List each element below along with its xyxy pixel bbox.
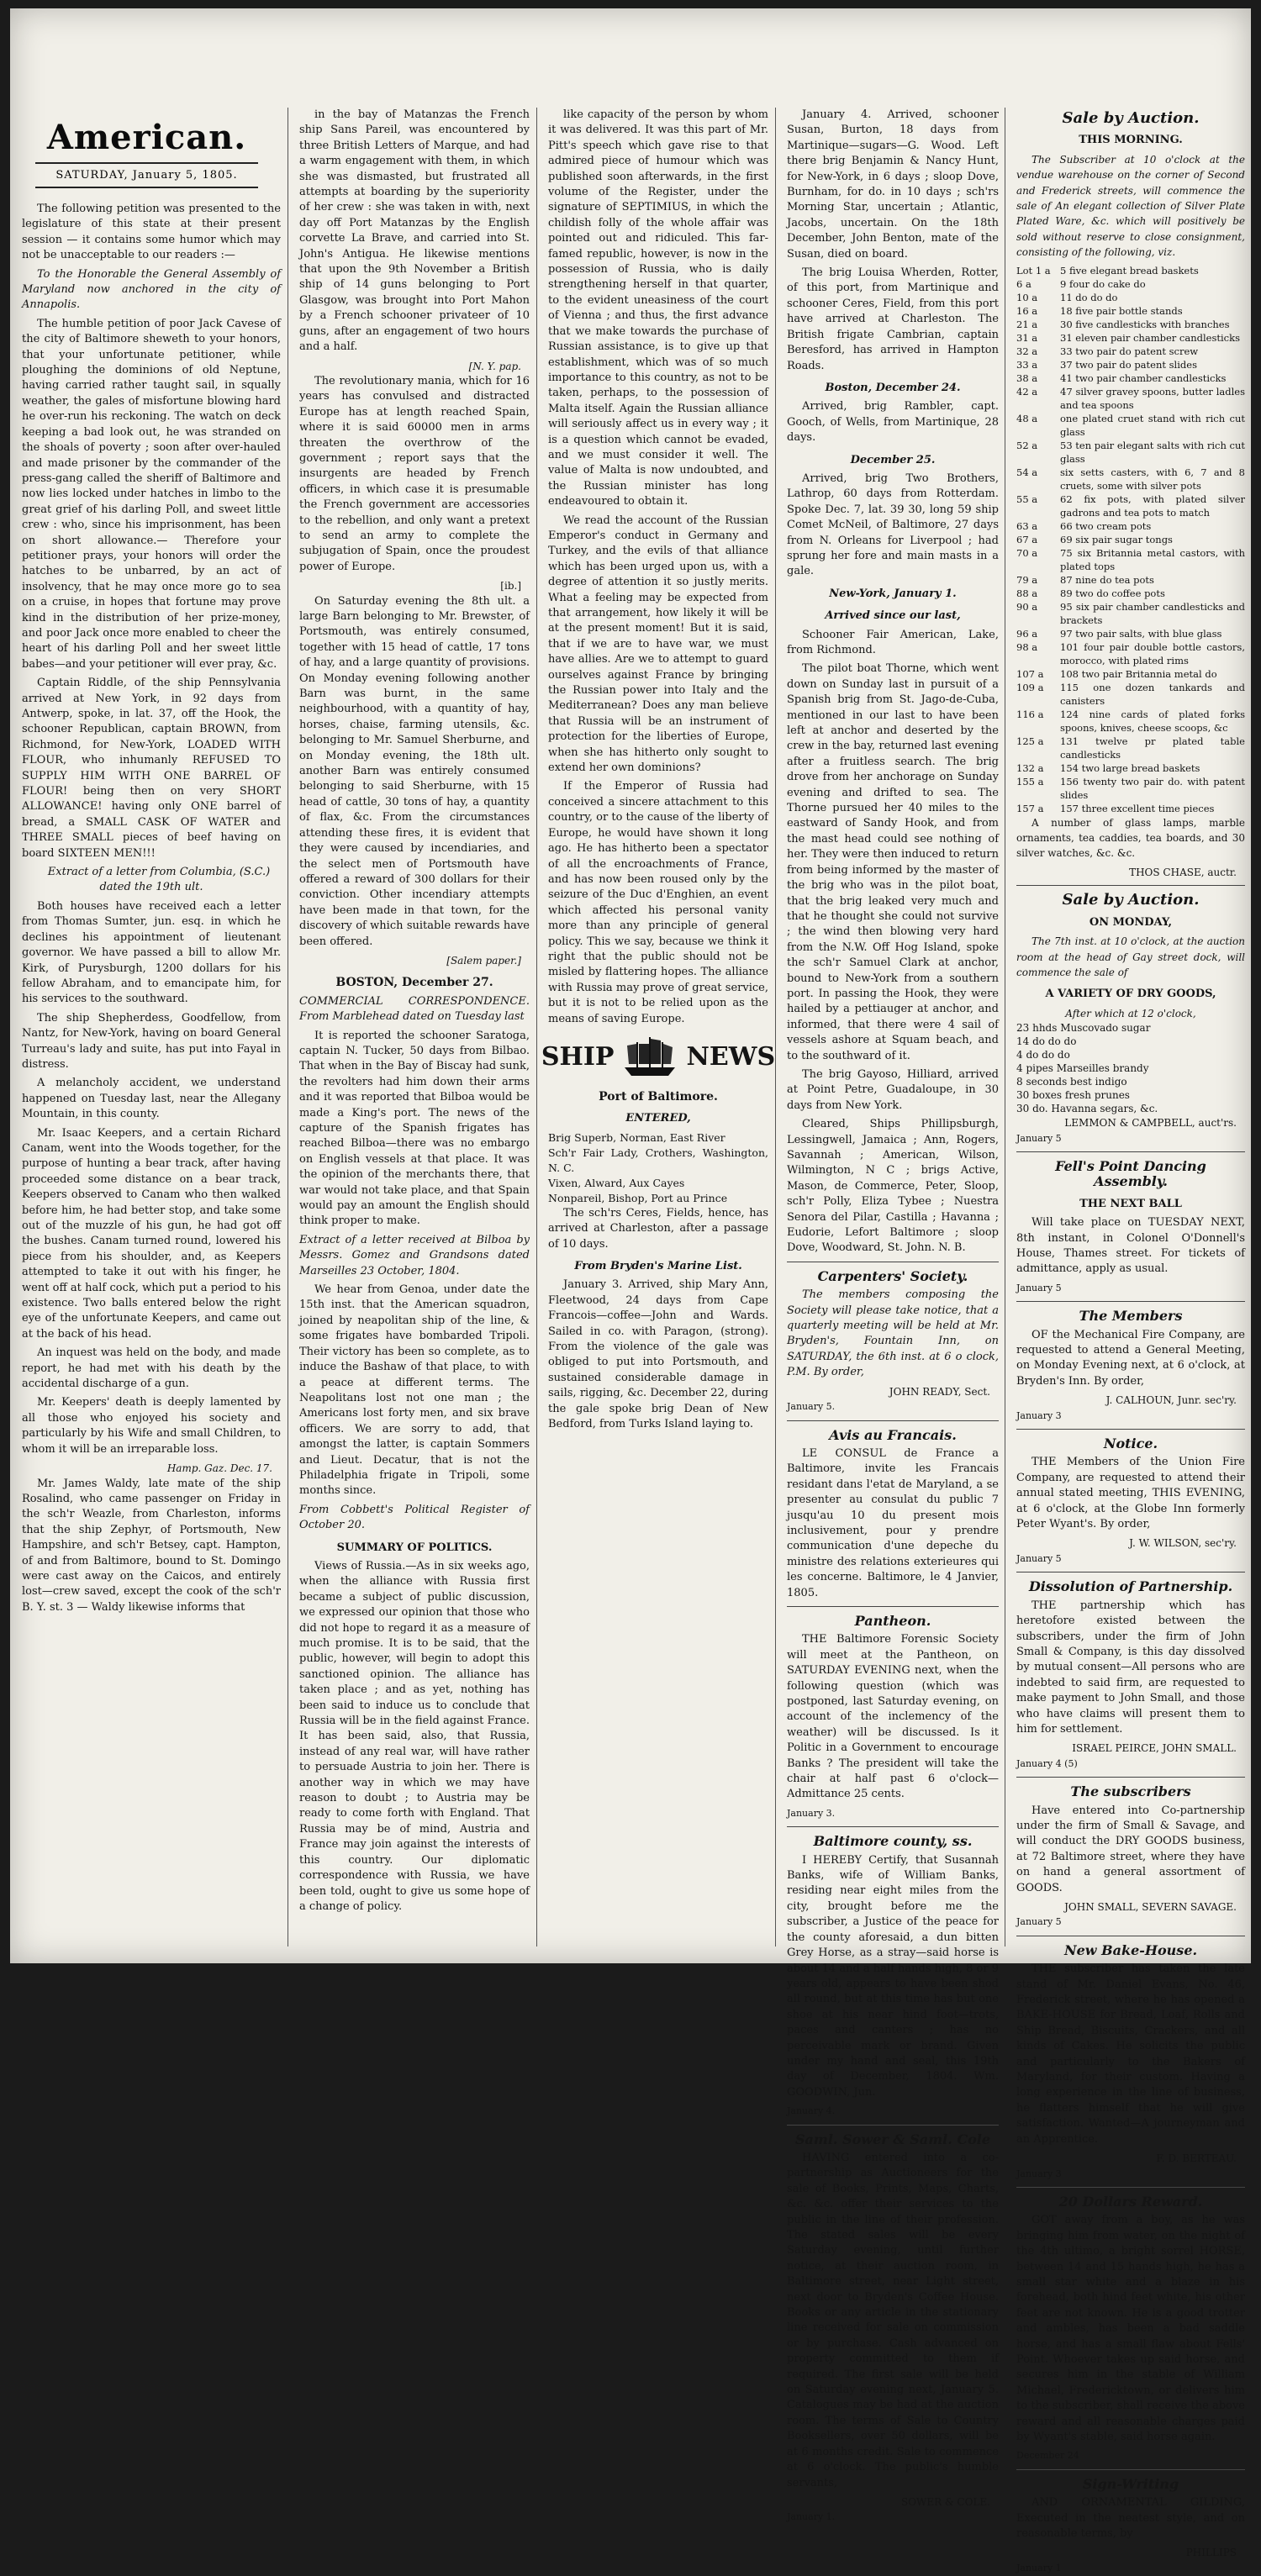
lot-description: 66 two cream pots: [1060, 519, 1152, 532]
boston-dateline: BOSTON, December 27.: [335, 976, 493, 990]
ship-news-right: NEWS: [686, 1041, 776, 1072]
column-5: [1010, 108, 1252, 2573]
lot-number: 55 a: [1016, 493, 1038, 505]
lot-row: [1016, 681, 1245, 708]
lot-description: 5 five elegant bread baskets: [1060, 264, 1199, 277]
column-1: [15, 202, 288, 1952]
ad-date: January 5.: [787, 1401, 836, 1413]
col4-p3: Arrived, brig Rambler, capt. Gooch, of Wells, from Martinique, 28 days.: [787, 400, 999, 445]
lot-description: 89 two do coffee pots: [1060, 587, 1165, 599]
ad-date: December 24: [1016, 2450, 1079, 2462]
lot-number: 109 a: [1016, 681, 1044, 693]
ad-date: January 4 (5): [1016, 1757, 1078, 1769]
column-4: [780, 108, 1005, 2523]
lot-description: 154 two large bread baskets: [1060, 761, 1200, 774]
ship-news-left: SHIP: [541, 1041, 615, 1072]
dec25-dateline: December 25.: [850, 453, 936, 466]
entry-list: [548, 1130, 768, 1206]
ad-members: [1016, 1301, 1245, 1424]
ad-title: Sale by Auction.: [1062, 891, 1200, 909]
lot-row: [1016, 385, 1245, 412]
col2-p5: We hear from Genoa, under date the 15th inst. that the American squadron, joined by neapolitan ship of the line, & some frigates have bombarded Tripoli. Their victory has been so complete, as to induce the Bashaw of that place, to with a peace at different terms. The Neapolitans lost not one man ; the Americans lost forty men, and six brave officers. We are sorry to add, that amongst the latter, is captain Sommers and Lieut. Decatur, that is not the Philadelphia frigate in Tripoli, some months since.: [299, 1283, 530, 1498]
ad-body: HAVING entered into a co-partnership as Auctioneers for the sale of Books, Prints, Maps, Charts, &c. &c. offer their services to the public in the line of their profession. The stated sales will be every Saturday evening, until further notice, at their auction room, in Baltimore street, near Light street, next door to Bryden's Coffee House. Books or any article in the stationary line received for sale on commission or by purchase. Cash advanced on property committed to them if required. The first sale will be held on Saturday evening next, January 5. Catalogues may be had at the auction room. The terms of Sale to Country Booksellers, over 50 dollars, will be at 6 months credit. Sale to commence at 6 o'clock. The public's humble servants,: [787, 2151, 999, 2489]
lot-row: [1016, 466, 1245, 493]
column-3: [541, 108, 775, 1952]
ad-signature: J. W. WILSON, sec'ry.: [1129, 1537, 1237, 1550]
lot-description: 11 do do do: [1060, 291, 1118, 303]
sale-signature: THOS CHASE, auctr.: [1129, 866, 1237, 878]
col3-p2: We read the account of the Russian Emperor's conduct in Germany and Turkey, and the evils of that alliance which has been urged upon us, with a degree of attention it so justly merits. What a feeling may be expected from that arrangement, how likely it will be at the present moment! But it is said, that if we are to have war, we must have allies. Are we to attempt to guard ourselves against France by bringing the Russian power into Italy and the Mediterranean? Does any man believe that Russia will be an instrument of protection for the liberties of Europe, when she has hitherto only sought to extend her own dominions?: [548, 514, 768, 775]
col2-p3-source: [Salem paper.]: [446, 954, 521, 967]
ship-icon: [620, 1032, 679, 1083]
ad-date: January 1.: [787, 2511, 836, 2523]
lot-description: one plated cruet stand with rich cut glass: [1060, 412, 1245, 438]
ad-date: January 3: [1016, 2168, 1062, 2179]
lot-number: 42 a: [1016, 385, 1038, 398]
ad-title: 20 Dollars Reward.: [1058, 2193, 1203, 2210]
ad-date: January 5: [1016, 1282, 1062, 1293]
ad-date: January 5: [1016, 1132, 1062, 1144]
extract-body: Both houses have received each a letter from Thomas Sumter, jun. esq. in which he declines his appointment of lieutenant governor. We have passed a bill to allow Mr. Kirk, of Purysburgh, 1200 dollars for his fellow Abraham, and to emancipate him, for his services to the southward.: [22, 899, 281, 1006]
list-item: Brig Superb, Norman, East River: [548, 1130, 725, 1144]
col4-p4: Arrived, brig Two Brothers, Lathrop, 60 days from Rotterdam. Spoke Dec. 7, lat. 39 30, long 59 ship Comet McNeil, of Baltimore, 27 days from N. Orleans for Liverpool ; had sprung her fore and main masts in a gale.: [787, 471, 999, 578]
lot-row: [1016, 761, 1245, 775]
ad-title: Notice.: [1103, 1436, 1158, 1452]
col2-p2: The revolutionary mania, which for 16 years has convulsed and distracted Europe has at length reached Spain, where it is said 60000 men in arms threaten the overthrow of the government ; report says that the insurgents are headed by French officers, in which case it is presumable the French government are accessories to the rebellion, and only want a pretext to send an army to complete the subjugation of Spain, once the proudest power of Europe.: [299, 374, 530, 573]
ad-title: Avis au Francais.: [829, 1426, 957, 1443]
lot-row: [1016, 667, 1245, 681]
lot-description: 47 silver gravey spoons, butter ladles and tea spoons: [1060, 385, 1245, 411]
ad-subscribers: [1016, 1777, 1245, 1931]
inquest-article: An inquest was held on the body, and made report, he had met with his death by the accidental discharge of a gun.: [22, 1346, 281, 1391]
lot-number: 125 a: [1016, 735, 1044, 747]
ad-sign-writing: [1016, 2469, 1245, 2576]
ad-body: Will take place on TUESDAY NEXT, 8th instant, in Colonel O'Donnell's House, Thames street. For tickets of admittance, apply as usual.: [1016, 1216, 1245, 1276]
petition-address: To the Honorable the General Assembly of Maryland now anchored in the city of Annapolis.: [22, 267, 281, 312]
lot-number: 63 a: [1016, 519, 1038, 532]
col2-p1: in the bay of Matanzas the French ship Sans Pareil, was encountered by three British Letters of Marque, and had a warm engagement with them, in which she was dismasted, but frustrated all attempts at boarding by the superiority of her crew : she was taken in with, next day off Port Matanzas by the English corvette La Brave, and carried into St. John's Antigua. He likewise mentions that upon the 9th November a British ship of 14 guns belonging to Port Glasgow, was brought into Port Mahon by a French schooner privateer of 10 guns, after an engagement of two hours and a half.: [299, 108, 530, 354]
ad-date: January 1: [1016, 2562, 1062, 2573]
list-item: 8 seconds best indigo: [1016, 1076, 1127, 1088]
lot-description: 157 three excellent time pieces: [1060, 802, 1215, 814]
newspaper-title: American.: [46, 118, 247, 157]
lot-number: 157 a: [1016, 802, 1044, 814]
col2-p5-source: From Cobbett's Political Register of October 20.: [299, 1503, 530, 1532]
lot-number: Lot 1 a: [1016, 264, 1051, 277]
extract-heading: Extract of a letter from Columbia, (S.C.) dated the 19th ult.: [47, 866, 271, 894]
col3-p3: If the Emperor of Russia had conceived a sincere attachment to this country, or to the cause of the liberty of Europe, he would have shown it long ago. He has hitherto been a spectator of all the encroachments of France, and has now been roused only by the seizure of the Duc d'Enghien, an event which affected his personal vanity more than any principle of general policy. This we say, because we think it right that the public should not be misled by flattering hopes. The alliance with Russia may prove of great service, but it is not to be relied upon as the means of saving Europe.: [548, 780, 768, 1025]
ad-intro: The 7th inst. at 10 o'clock, at the auction room at the head of Gay street dock, will commence the sale of: [1016, 935, 1245, 978]
lot-number: 31 a: [1016, 331, 1038, 344]
ad-signature: LEMMON & CAMPBELL, auct'rs.: [1064, 1117, 1237, 1130]
lot-number: 70 a: [1016, 546, 1038, 559]
ad-avis: [787, 1420, 999, 1601]
col4-p6: The pilot boat Thorne, which went down on Sunday last in pursuit of a Spanish brig from St. Jago-de-Cuba, mentioned in our last to have been left at anchor and deserted by the crew in the bay, returned last evening after a fruitless search. The brig drove from her anchorage on Sunday evening and drifted to sea. The Thorne pursued her 40 miles to the eastward of Sandy Hook, and from the mast head could see nothing of her. They were then induced to return from being informed by the master of the brig who was in the pilot boat, that the brig leaked very much and that he thought she could not survive ; the wind then blowing very hard from the N.W. Off Hog Island, spoke the sch'r Samuel Clark at anchor, bound to New-York from a southern port. In passing the Hook, they were hailed by a pettiauger at anchor, and informed, that there were 4 sail of vessels ashore at Squam beach, and to the southward of it.: [787, 662, 999, 1062]
col2-p6: Views of Russia.—As in six weeks ago, when the alliance with Russia first became a subject of public discussion, we expressed our opinion that those who did not hope to regard it as a measure of much promise. It is to be said, that the public, however, will begin to adopt this sanctioned opinion. The alliance has taken place ; and as yet, nothing has been said to induce us to conclude that Russia will be in the field against France. It has been said, also, that Russia, instead of any real war, will have rather to persuade Austria to join her. There is another way in which we may have reason to doubt ; to Austria may be ready to come forth with England. That Russia may be of mind, Austria and France may join against the interests of this country. Our diplomatic correspondence with Russia, we have been told, ought to give us some hope of a change of policy.: [299, 1559, 530, 1913]
ad-title: Sign-Writing: [1082, 2475, 1179, 2492]
death-article: Mr. Keepers' death is deeply lamented by all those who enjoyed his society and particularly by his Wife and small Children, to whom it will be an irreparable loss.: [22, 1396, 281, 1456]
lot-number: 96 a: [1016, 627, 1038, 640]
ship-news-banner: [541, 1032, 776, 1083]
ad-title: Dissolution of Partnership.: [1028, 1578, 1233, 1595]
col4-p1: January 4. Arrived, schooner Susan, Burton, 18 days from Martinique—sugars—G. Wood. Left there brig Benjamin & Nancy Hunt, for New-York, in 6 days ; sloop Dove, Burnham, for do. in 10 days ; sch'rs Morning Star, uncertain ; Atlantic, Jacobs, uncertain. On the 18th December, John Benton, mate of the Susan, died on board.: [787, 108, 999, 261]
ad-dissolution: [1016, 1572, 1245, 1772]
lot-row: [1016, 277, 1245, 291]
title-rule: [35, 187, 258, 188]
list-item: 4 do do do: [1016, 1049, 1070, 1061]
col3-p4: The sch'rs Ceres, Fields, hence, has arrived at Charleston, after a passage of 10 days.: [548, 1206, 768, 1251]
ad-sower-cole: [787, 2125, 999, 2526]
ad-body: GOT away from a boy, as he was bringing him from water, on the night of the 4th ultimo, a bright sorrel HORSE, between 14 and 15 hands high, he has a small star white and a blaze in his forehead, both hind feet white, his other feet are not known. He is a good trotter and ambles, has been a bad saddle horse, and has a small flaw about Fells' Point. Whoever takes up said horse, and secures him in the stable of William Michael, Fredericktown, or delivers him to the subscriber, shall receive the above reward and all reasonable charges paid by Wyant's stable, said horse again.: [1016, 2214, 1245, 2443]
ad-carpenters: [787, 1262, 999, 1415]
lot-number: 132 a: [1016, 761, 1044, 774]
lot-row: [1016, 493, 1245, 519]
title-rule: [35, 162, 258, 164]
death-signature: Hamp. Gaz. Dec. 17.: [166, 1462, 272, 1475]
lot-row: [1016, 802, 1245, 815]
lot-description: 108 two pair Britannia metal do: [1060, 667, 1217, 680]
column-2: [293, 108, 536, 1952]
ad-sale-2: [1016, 885, 1245, 1146]
lot-number: 116 a: [1016, 708, 1044, 720]
sale-lots: [1016, 264, 1245, 815]
keepers-article: Mr. Isaac Keepers, and a certain Richard Canam, went into the Woods together, for the purpose of hunting a bear track, after having proceeded some distance on a bear track, Keepers observed to Canam who then walked before him, he had better stop, and take some out of the muzzle of his gun, he had got off the bushes. Canam turned round, lowered his piece from his shoulder, and, as Keepers attempted to take it out with his finger, he went off at half cock, which put a period to his existence. Two balls entered below the right eye of the unfortunate Keepers, and came out at the back of his head.: [22, 1126, 281, 1341]
boston2-dateline: Boston, December 24.: [825, 381, 961, 394]
col4-p5: Schooner Fair American, Lake, from Richmond.: [787, 628, 999, 656]
column-rule: [536, 108, 537, 1946]
col2-p2-source: [ib.]: [500, 580, 521, 593]
ny-dateline: New-York, January 1.: [829, 587, 957, 600]
petition-intro: The following petition was presented to the legislature of this state at their present session — it contains some humor which may not be unacceptable to our readers :—: [22, 203, 281, 262]
col3-p1: like capacity of the person by whom it was delivered. It was this part of Mr. Pitt's speech which gave rise to that admired piece of humour which was published soon afterwards, in the first volume of the Register, under the signature of SEPTIMIUS, in which the childish folly of the whole affair was pointed out and ridiculed. This far-famed republic, however, is now in the possession of Russia, who is daily strengthening herself in that quarter, to the evident uneasiness of the court of Vienna ; and thus, the first advance that we make towards the purchase of Russian assistance, is to give up that establishment, which was of so much importance to this country, as not to be taken, perhaps, to the possession of Malta itself. Again the Russian alliance will seriously affect us in every way ; it is a question which cannot be evaded, and we must consider it well. The value of Malta is now undoubted, and the Russian minister has long endeavoured to obtain it.: [548, 108, 768, 508]
lot-description: 156 twenty two pair do. with patent slides: [1060, 775, 1245, 801]
ad-signature: ISRAEL PEIRCE, JOHN SMALL.: [1072, 1742, 1237, 1755]
lot-row: [1016, 371, 1245, 385]
lot-number: 21 a: [1016, 318, 1038, 330]
col4-p7: The brig Gayoso, Hilliard, arrived at Point Petre, Guadaloupe, in 30 days from New York.: [787, 1067, 999, 1112]
column-rule: [775, 108, 776, 1946]
boston-subhead: COMMERCIAL CORRESPONDENCE. From Marblehead dated on Tuesday last: [299, 994, 530, 1024]
ad-signature: SOWER & COLE.: [900, 2495, 990, 2508]
ad-fells-point: [1016, 1151, 1245, 1296]
ad-pantheon: [787, 1606, 999, 1821]
ad-body: OF the Mechanical Fire Company, are requested to attend a General Meeting, on Monday Evening next, at 6 o'clock, at Bryden's Inn. By order,: [1016, 1328, 1245, 1388]
lot-number: 155 a: [1016, 775, 1044, 788]
port-heading: Port of Baltimore.: [599, 1089, 718, 1104]
lot-description: 18 five pair bottle stands: [1060, 304, 1183, 317]
lot-row: [1016, 412, 1245, 439]
ad-body: AND ORNAMENTAL GILDING, Executed in the neatest style, and on reasonable terms, by: [1016, 2496, 1245, 2541]
lot-row: [1016, 546, 1245, 573]
ad-body: Have entered into Co-partnership under the firm of Small & Savage, and will conduct the DRY GOODS business, at 72 Baltimore street, where they have on hand a general assortment of GOODS.: [1016, 1804, 1245, 1894]
ad-date: January 4.: [787, 2105, 836, 2117]
ad-items: [1016, 1021, 1245, 1115]
ad-signature: J. CALHOUN, Junr. sec'ry.: [1105, 1394, 1237, 1407]
col2-p1-source: [N. Y. pap.: [468, 360, 521, 372]
lot-description: 87 nine do tea pots: [1060, 573, 1154, 586]
lot-row: [1016, 735, 1245, 761]
lot-number: 6 a: [1016, 277, 1031, 290]
arrived-heading: Arrived since our last,: [825, 609, 961, 623]
lot-description: 101 four pair double bottle castors, morocco, with plated rims: [1060, 640, 1245, 666]
sale-intro: The Subscriber at 10 o'clock at the vendue warehouse on the corner of Second and Frederick streets, will commence the sale of An elegant collection of Silver Plate Plated Ware, &c. which will positively be sold without reserve to close consignment, consisting of the following, viz.: [1016, 153, 1245, 259]
lot-row: [1016, 331, 1245, 345]
lot-number: 98 a: [1016, 640, 1038, 653]
lot-description: 75 six Britannia metal castors, with plated tops: [1060, 546, 1245, 572]
lot-row: [1016, 627, 1245, 640]
lot-description: 124 nine cards of plated forks spoons, knives, cheese scoops, &c: [1060, 708, 1245, 734]
ad-title: New Bake-House.: [1063, 1941, 1198, 1958]
ad-title: Saml. Sower & Saml. Cole: [795, 2131, 990, 2147]
list-item: 30 boxes fresh prunes: [1016, 1089, 1130, 1102]
lot-number: 10 a: [1016, 291, 1038, 303]
lot-row: [1016, 600, 1245, 627]
lot-row: [1016, 519, 1245, 533]
ad-after: After which at 12 o'clock,: [1065, 1007, 1196, 1019]
list-item: Vixen, Alward, Aux Cayes: [548, 1176, 685, 1189]
lot-description: 9 four do cake do: [1060, 277, 1146, 290]
lot-number: 54 a: [1016, 466, 1038, 478]
entered-heading: ENTERED,: [625, 1112, 691, 1125]
marine-list-heading: From Bryden's Marine List.: [574, 1260, 742, 1272]
ad-bakehouse: [1016, 1936, 1245, 2182]
lot-number: 32 a: [1016, 345, 1038, 357]
col3-p5: January 3. Arrived, ship Mary Ann, Fleetwood, 24 days from Cape Francois—coffee—John and Wards. Sailed in co. with Paragon, (strong). From the violence of the gale was obliged to put into Portsmouth, and sustained considerable damage in sails, rigging, &c. December 22, during the gale spoke brig Dean of New Bedford, from Turks Island laying to.: [548, 1278, 768, 1431]
list-item: Nonpareil, Bishop, Port au Prince: [548, 1191, 728, 1204]
ad-day: ON MONDAY,: [1089, 915, 1173, 929]
petition-body: The humble petition of poor Jack Cavese of the city of Baltimore sheweth to your honors, that your unfortunate petitioner, while ploughing the dominions of old Neptune, having carried rather taught sail, in squally weather, the gales of misfortune blowing hard he over-run his reckoning. The watch on deck keeping a bad look out, he was stranded on the shoals of poverty ; soon after over-hauled and made prisoner by the commander of the press-gang called the sheriff of Baltimore and now lies locked under hatches in limbo to the great grief of his darling Poll, and sweet little crew : who, since his imprisonment, has been on short allowance.— Therefore your petitioner prays, your honors will order the hatches to be unbarred, by an act of insolvency, that he may once more go to sea on a cruise, in hopes that fortune may prove kind in the distribution of her prize-money, and poor Jack once more enabled to cheer the heart of his darling Poll and her sweet little babes—and your petitioner will ever pray, &c.: [22, 317, 281, 671]
ad-body: The members composing the Society will please take notice, that a quarterly meeting will be held at Mr. Bryden's, Fountain Inn, on SATURDAY, the 6th inst. at 6 o clock, P.M. By order,: [787, 1288, 999, 1379]
lot-row: [1016, 573, 1245, 587]
shepherdess-article: The ship Shepherdess, Goodfellow, from Nantz, for New-York, having on board General Turreau's lady and suite, has put into Fayal in distress.: [22, 1011, 281, 1071]
ad-body: THE subscriber has taken the late stand of Mr. Daniel Evans, No. 46, Frederick street, where he has opened a BAKE-HOUSE for Bread, Loaf, Rolls and Ship Bread, Biscuits, Crackers, and all kinds of Cakes. He solicits the public and particularly to the Bakers of Maryland, for their custom. Having a long experience in the line of business, he flatters himself that he will give satisfaction. Wanted—A journeyman and an Apprentice.: [1016, 1962, 1245, 2146]
lot-number: 52 a: [1016, 439, 1038, 451]
lot-number: 16 a: [1016, 304, 1038, 317]
lot-description: 31 eleven pair chamber candlesticks: [1060, 331, 1240, 344]
ad-body: I HEREBY Certify, that Susannah Banks, wife of William Banks, residing near eight miles from the city, brought before me the subscriber, a Justice of the peace for the county aforesaid, a dun bitten Grey Horse, as a stray—said horse is about 14 and a half hands high, 8 or 9 years old, appears to have been shod all round, but at this time has but one shoe at his near hind foot—trots, paces and canters ; has no perceivable mark or brand. Given under my hand and seal, this 19th day of December, 1804. Wm. GOODWIN, Jun.: [787, 1853, 999, 2099]
ad-title: Carpenters' Society.: [817, 1267, 968, 1284]
ad-notice: [1016, 1429, 1245, 1567]
lot-row: [1016, 264, 1245, 277]
masthead: [18, 118, 275, 188]
list-item: 30 do. Havanna segars, &c.: [1016, 1103, 1158, 1115]
waldy-article: Mr. James Waldy, late mate of the ship Rosalind, who came passenger on Friday in the sch'r Weazle, from Charleston, informs that the ship Zephyr, of Portsmouth, New Hampshire, and sch'r Betsey, capt. Hampton, of and from Baltimore, bound to St. Domingo were cast away on the Caicos, and entirely lost—crew saved, except the cook of the sch'r B. Y. st. 3 — Waldy likewise informs that: [22, 1477, 281, 1614]
lot-description: 62 fix pots, with plated silver gadrons and tea pots to match: [1060, 493, 1245, 519]
lot-row: [1016, 533, 1245, 546]
sale-time: THIS MORNING.: [1079, 134, 1183, 147]
ad-date: January 5: [1016, 1552, 1062, 1564]
ad-subtitle: THE NEXT BALL: [1079, 1197, 1182, 1210]
lot-description: six setts casters, with 6, 7 and 8 cruets, some with silver pots: [1060, 466, 1245, 492]
lot-row: [1016, 345, 1245, 358]
ad-body: THE Baltimore Forensic Society will meet at the Pantheon, on SATURDAY EVENING next, when the following question (which was postponed, last Saturday evening, on account of the inclemency of the weather) will be discussed. Is it Politic in a Government to encourage Banks ? The president will take the chair at half past 6 o'clock—Admittance 25 cents.: [787, 1633, 999, 1801]
lot-number: 38 a: [1016, 371, 1038, 384]
lot-description: 115 one dozen tankards and canisters: [1060, 681, 1245, 707]
riddle-article: Captain Riddle, of the ship Pennsylvania arrived at New York, in 92 days from Antwerp, spoke, in lat. 37, off the Hook, the schooner Republican, captain BROWN, from Richmond, for New-York, LOADED WITH FLOUR, who inhumanly REFUSED TO SUPPLY HIM WITH ONE BARREL OF FLOUR! being then on very SHORT ALLOWANCE! having only ONE barrel of bread, a SMALL CASK OF WATER and THREE SMALL pieces of beef having on board SIXTEEN MEN!!!: [22, 677, 281, 860]
lot-row: [1016, 358, 1245, 371]
list-item: 23 hhds Muscovado sugar: [1016, 1022, 1151, 1035]
lot-row: [1016, 304, 1245, 318]
lot-description: 95 six pair chamber candlesticks and brackets: [1060, 600, 1245, 626]
ad-signature: JOHN READY, Sect.: [889, 1385, 990, 1398]
ad-date: January 5: [1016, 1916, 1062, 1928]
lot-number: 48 a: [1016, 412, 1038, 424]
ad-signature: F. D. BERTEAU.: [1156, 2152, 1237, 2165]
lot-row: [1016, 708, 1245, 735]
lot-row: [1016, 587, 1245, 600]
lot-description: 97 two pair salts, with blue glass: [1060, 627, 1222, 640]
lot-number: 88 a: [1016, 587, 1038, 599]
ad-signature: PHILLIPS: [1185, 2547, 1237, 2559]
summary-heading: SUMMARY OF POLITICS.: [336, 1541, 493, 1554]
lot-description: 37 two pair do patent slides: [1060, 358, 1197, 371]
lot-number: 79 a: [1016, 573, 1038, 586]
lot-row: [1016, 775, 1245, 802]
lot-number: 107 a: [1016, 667, 1044, 680]
sale-heading: Sale by Auction.: [1062, 109, 1200, 127]
ad-title: The subscribers: [1070, 1783, 1191, 1800]
lot-description: 69 six pair sugar tongs: [1060, 533, 1173, 545]
sale-footer: A number of glass lamps, marble ornaments, tea caddies, tea boards, and 30 silver watches, &c. &c.: [1016, 816, 1245, 860]
issue-date: SATURDAY, January 5, 1805.: [55, 169, 238, 182]
lot-number: 67 a: [1016, 533, 1038, 545]
ad-body: THE partnership which has heretofore existed between the subscribers, under the firm of John Small & Company, is this day dissolved by mutual consent—All persons who are indebted to said firm, are requested to make payment to John Small, and those who have claims will present them to him for settlement.: [1016, 1599, 1245, 1736]
lot-row: [1016, 291, 1245, 304]
ad-title: The Members: [1079, 1308, 1183, 1325]
ad-county: [787, 1826, 999, 2119]
extract2-heading: Extract of a letter received at Bilboa by Messrs. Gomez and Grandsons dated Marseilles 23 October, 1804.: [299, 1233, 530, 1277]
lot-description: 30 five candlesticks with branches: [1060, 318, 1230, 330]
ad-title: Fell's Point Dancing Assembly.: [1055, 1157, 1206, 1190]
list-item: Sch'r Fair Lady, Crothers, Washington, N. C.: [548, 1146, 768, 1174]
list-item: 14 do do do: [1016, 1035, 1077, 1048]
list-item: 4 pipes Marseilles brandy: [1016, 1062, 1149, 1075]
lot-row: [1016, 640, 1245, 667]
cleared-list: Cleared, Ships Phillipsburgh, Lessingwell, Jamaica ; Ann, Rogers, Savannah ; American, Wilson, Wilmington, N C ; brigs Active, Mason, de Commerce, Peter, Sloop, sch'r Polly, Eliza Tybee ; Nuestra Senora del Pilar, Castilla ; Havanna ; Eudorie, Lefort Baltimore ; sloop Dove, Woodward, St. John. N. B.: [787, 1118, 999, 1255]
ad-body: LE CONSUL de France a Baltimore, invite les Francais residant dans l'etat de Maryland, a se presenter au consulat du public 7 jusqu'au 10 du present mois inclusivement, pour y prendre communication d'une depeche du ministre des relations exterieures qui les concerne. Baltimore, le 4 Janvier, 1805.: [787, 1446, 999, 1599]
accident-article: A melancholy accident, we understand happened on Tuesday last, near the Allegany Mountain, in this county.: [22, 1077, 281, 1121]
lot-number: 90 a: [1016, 600, 1038, 613]
col4-p2: The brig Louisa Wherden, Rotter, of this port, from Martinique and schooner Ceres, Field, from this port have arrived at Charleston. The British frigate Cambrian, captain Beresford, has arrived in Hampton Roads.: [787, 266, 999, 372]
ad-title: Baltimore county, ss.: [813, 1833, 973, 1850]
lot-number: 33 a: [1016, 358, 1038, 371]
ad-title: Pantheon.: [854, 1612, 931, 1629]
lot-description: 33 two pair do patent screw: [1060, 345, 1199, 357]
lot-row: [1016, 439, 1245, 466]
ad-date: January 3: [1016, 1409, 1062, 1421]
col2-p3: On Saturday evening the 8th ult. a large Barn belonging to Mr. Brewster, of Portsmouth, was entirely consumed, together with 15 head of cattle, 17 tons of hay, and a large quantity of provisions. On Monday evening following another Barn was burnt, in the same neighbourhood, with a quantity of hay, horses, chaise, farming utensils, &c. belonging to Mr. Samuel Sherburne, and on Monday evening, the 18th ult. another Barn was entirely consumed belonging to said Sherburne, with 15 head of cattle, 30 tons of hay, a quantity of flax, &c. From the circumstances attending these fires, it is evident that they were caused by incendiaries, and the select men of Portsmouth have offered a reward of 300 dollars for their conviction. Other incendiary attempts have been made in that town, for the discovery of which suitable rewards have been offered.: [299, 594, 530, 948]
newspaper-page: [10, 8, 1251, 2573]
ad-date: January 3.: [787, 1807, 836, 1819]
ad-signature: JOHN SMALL, SEVERN SAVAGE.: [1064, 1901, 1237, 1913]
col2-p4: It is reported the schooner Saratoga, captain N. Tucker, 50 days from Bilbao. That when in the Bay of Biscay had sunk, the revolters had him down their arms and it was reported that Bilboa would be made a King's port. The news of the capture of the Spanish frigates has reached Bilboa—there was no embargo on English vessels at that place. It was the opinion of the merchants there, that war would not take place, and that Spain would pay an amount the English should think proper to make.: [299, 1029, 530, 1228]
ad-subtitle: A VARIETY OF DRY GOODS,: [1045, 988, 1216, 1001]
lot-row: [1016, 318, 1245, 331]
lot-description: 131 twelve pr plated table candlesticks: [1060, 735, 1245, 761]
ad-reward: [1016, 2187, 1245, 2464]
lot-description: 41 two pair chamber candlesticks: [1060, 371, 1227, 384]
lot-description: 53 ten pair elegant salts with rich cut glass: [1060, 439, 1245, 465]
ad-body: THE Members of the Union Fire Company, are requested to attend their annual stated meeting, THIS EVENING, at 6 o'clock, at the Globe Inn formerly Peter Wyant's. By order,: [1016, 1456, 1245, 1531]
